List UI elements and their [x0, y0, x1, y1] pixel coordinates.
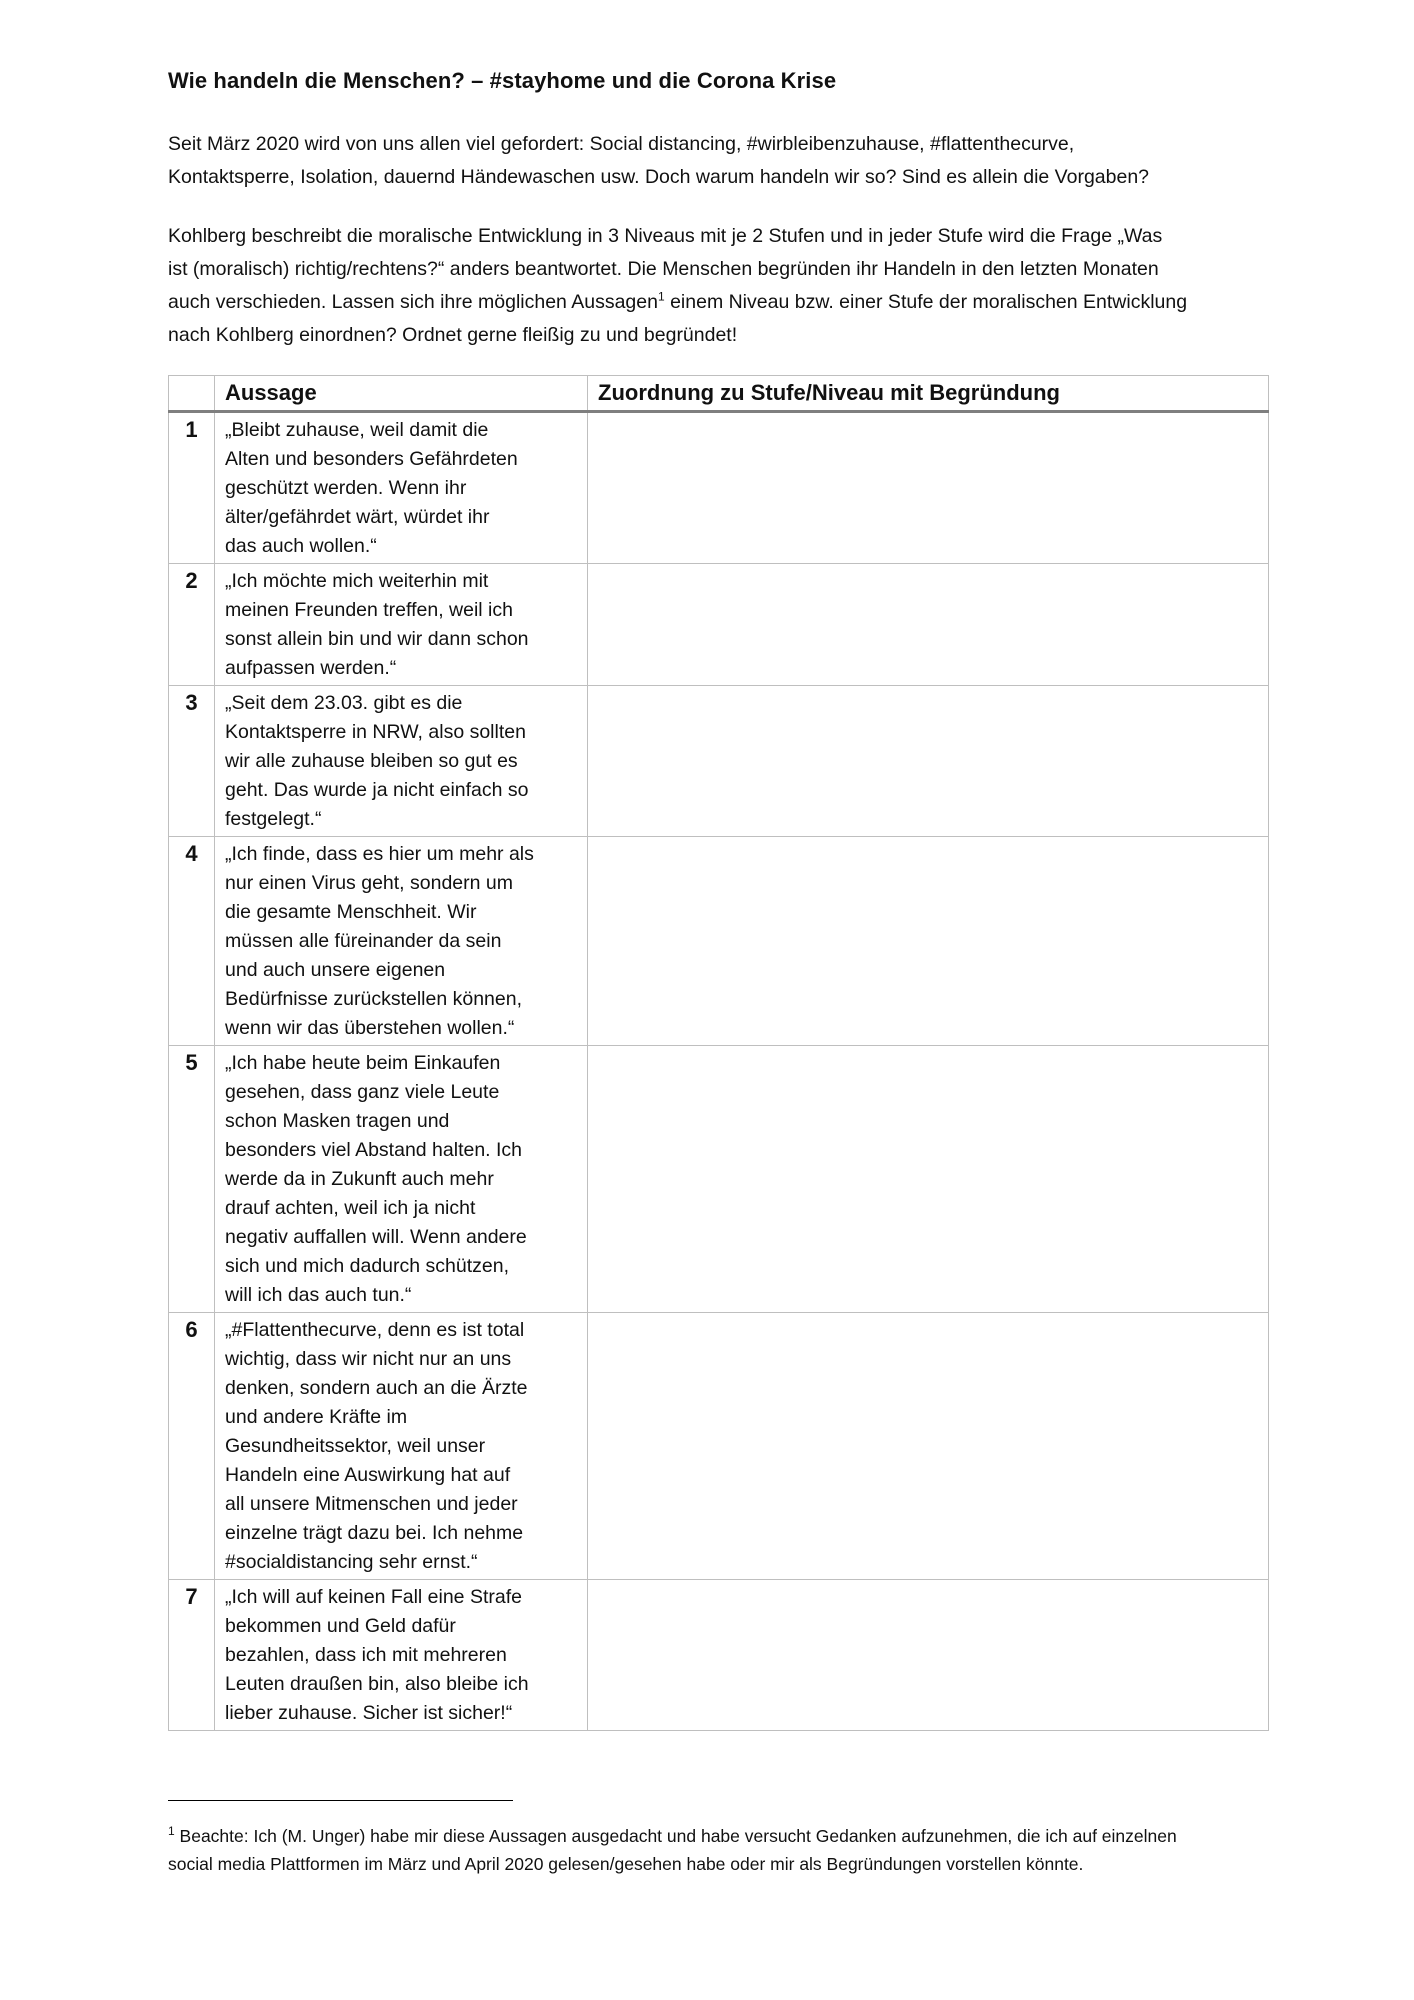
table-body [169, 412, 1269, 1731]
statement-line: „Ich möchte mich weiterhin mit [225, 570, 489, 592]
statement-line: besonders viel Abstand halten. Ich [225, 1139, 523, 1161]
statement-line: und andere Kräfte im [225, 1406, 408, 1428]
statement-line: sich und mich dadurch schützen, [225, 1255, 509, 1277]
footnote-separator [168, 1800, 513, 1801]
intro-line: Kontaktsperre, Isolation, dauernd Händewaschen usw. Doch warum handeln wir so? Sind es allein die Vorgaben? [168, 166, 1150, 188]
statement-line: älter/gefährdet wärt, würdet ihr [225, 506, 490, 528]
statement-line: gesehen, dass ganz viele Leute [225, 1081, 500, 1103]
statement-line: geht. Das wurde ja nicht einfach so [225, 779, 529, 801]
footnote-line: social media Plattformen im März und April 2020 gelesen/gesehen habe oder mir als Begründungen vorstellen könnte. [168, 1854, 1084, 1874]
footnote-line [168, 1822, 1278, 1850]
task-line: Kohlberg beschreibt die moralische Entwicklung in 3 Niveaus mit je 2 Stufen und in jeder Stufe wird die Frage „Was [168, 225, 1163, 247]
intro-paragraph [168, 128, 1278, 194]
statement-line: will ich das auch tun.“ [225, 1284, 412, 1306]
row-number: 1 [169, 412, 215, 564]
table-header-row [169, 376, 1269, 412]
statement-line: bekommen und Geld dafür [225, 1615, 456, 1637]
table-row [169, 1313, 1269, 1580]
header-number [169, 376, 215, 412]
statement-line: „Seit dem 23.03. gibt es die [225, 692, 463, 714]
assignment-answer-cell[interactable] [588, 564, 1269, 686]
row-number: 2 [169, 564, 215, 686]
statement-line: all unsere Mitmenschen und jeder [225, 1493, 518, 1515]
statement-line: drauf achten, weil ich ja nicht [225, 1197, 476, 1219]
statement-line: aufpassen werden.“ [225, 657, 397, 679]
statement-line: „#Flattenthecurve, denn es ist total [225, 1319, 525, 1341]
statement-line: sonst allein bin und wir dann schon [225, 628, 529, 650]
assignment-answer-cell[interactable] [588, 1046, 1269, 1313]
table-row [169, 837, 1269, 1046]
table-row [169, 1580, 1269, 1731]
footnote-text: Beachte: Ich (M. Unger) habe mir diese Aussagen ausgedacht und habe versucht Gedanken aufzunehmen, die ich auf einzelnen [174, 1826, 1177, 1846]
statement-line: denken, sondern auch an die Ärzte [225, 1377, 528, 1399]
statement-line: Gesundheitssektor, weil unser [225, 1435, 486, 1457]
statement-line: „Ich habe heute beim Einkaufen [225, 1052, 501, 1074]
task-line-text: auch verschieden. Lassen sich ihre möglichen Aussagen [168, 291, 658, 313]
statement-line: „Bleibt zuhause, weil damit die [225, 419, 489, 441]
statement-cell [215, 837, 588, 1046]
statement-line: negativ auffallen will. Wenn andere [225, 1226, 527, 1248]
statement-line: einzelne trägt dazu bei. Ich nehme [225, 1522, 524, 1544]
statement-line: die gesamte Menschheit. Wir [225, 901, 477, 923]
statement-line: Alten und besonders Gefährdeten [225, 448, 518, 470]
statement-cell [215, 1580, 588, 1731]
statement-cell [215, 564, 588, 686]
assignment-answer-cell[interactable] [588, 686, 1269, 837]
statement-line: wichtig, dass wir nicht nur an uns [225, 1348, 512, 1370]
statement-line: Kontaktsperre in NRW, also sollten [225, 721, 526, 743]
statement-line: wenn wir das überstehen wollen.“ [225, 1017, 515, 1039]
statement-line: lieber zuhause. Sicher ist sicher!“ [225, 1702, 513, 1724]
row-number: 6 [169, 1313, 215, 1580]
statement-line: nur einen Virus geht, sondern um [225, 872, 513, 894]
footnote-marker: 1 [168, 1824, 175, 1839]
assignment-table [168, 375, 1269, 1731]
statement-cell [215, 686, 588, 837]
header-statement: Aussage [215, 376, 588, 412]
page-title: Wie handeln die Menschen? – #stayhome und die Corona Krise [168, 68, 837, 93]
assignment-answer-cell[interactable] [588, 1313, 1269, 1580]
statement-cell [215, 1046, 588, 1313]
row-number: 7 [169, 1580, 215, 1731]
intro-line: Seit März 2020 wird von uns allen viel gefordert: Social distancing, #wirbleibenzuhause, #flattenthecurve, [168, 133, 1075, 155]
statement-line: bezahlen, dass ich mit mehreren [225, 1644, 507, 1666]
row-number: 5 [169, 1046, 215, 1313]
statement-line: und auch unsere eigenen [225, 959, 446, 981]
statement-line: #socialdistancing sehr ernst.“ [225, 1551, 478, 1573]
statement-line: das auch wollen.“ [225, 535, 377, 557]
row-number: 3 [169, 686, 215, 837]
row-number: 4 [169, 837, 215, 1046]
statement-line: wir alle zuhause bleiben so gut es [225, 750, 518, 772]
statement-cell [215, 1313, 588, 1580]
statement-line: Handeln eine Auswirkung hat auf [225, 1464, 511, 1486]
statement-line: „Ich will auf keinen Fall eine Strafe [225, 1586, 522, 1608]
table-row [169, 564, 1269, 686]
assignment-answer-cell[interactable] [588, 412, 1269, 564]
footnote [168, 1822, 1278, 1878]
statement-line: müssen alle füreinander da sein [225, 930, 502, 952]
statement-line: „Ich finde, dass es hier um mehr als [225, 843, 534, 865]
statement-line: schon Masken tragen und [225, 1110, 450, 1132]
task-line-text: einem Niveau bzw. einer Stufe der moralischen Entwicklung [664, 291, 1188, 313]
statement-line: werde da in Zukunft auch mehr [225, 1168, 494, 1190]
statement-line: geschützt werden. Wenn ihr [225, 477, 467, 499]
task-paragraph [168, 220, 1278, 352]
statement-line: festgelegt.“ [225, 808, 322, 830]
header-assignment: Zuordnung zu Stufe/Niveau mit Begründung [588, 376, 1269, 412]
table-row [169, 1046, 1269, 1313]
footnote-reference: 1 [657, 289, 665, 304]
statement-line: Leuten draußen bin, also bleibe ich [225, 1673, 529, 1695]
statement-cell [215, 412, 588, 564]
assignment-answer-cell[interactable] [588, 837, 1269, 1046]
task-line: ist (moralisch) richtig/rechtens?“ anders beantwortet. Die Menschen begründen ihr Handeln in den letzten Monaten [168, 258, 1159, 280]
statement-line: meinen Freunden treffen, weil ich [225, 599, 513, 621]
statement-line: Bedürfnisse zurückstellen können, [225, 988, 523, 1010]
assignment-answer-cell[interactable] [588, 1580, 1269, 1731]
table-row [169, 686, 1269, 837]
table-row [169, 412, 1269, 564]
task-line: nach Kohlberg einordnen? Ordnet gerne fleißig zu und begründet! [168, 324, 738, 346]
task-line [168, 286, 1278, 319]
